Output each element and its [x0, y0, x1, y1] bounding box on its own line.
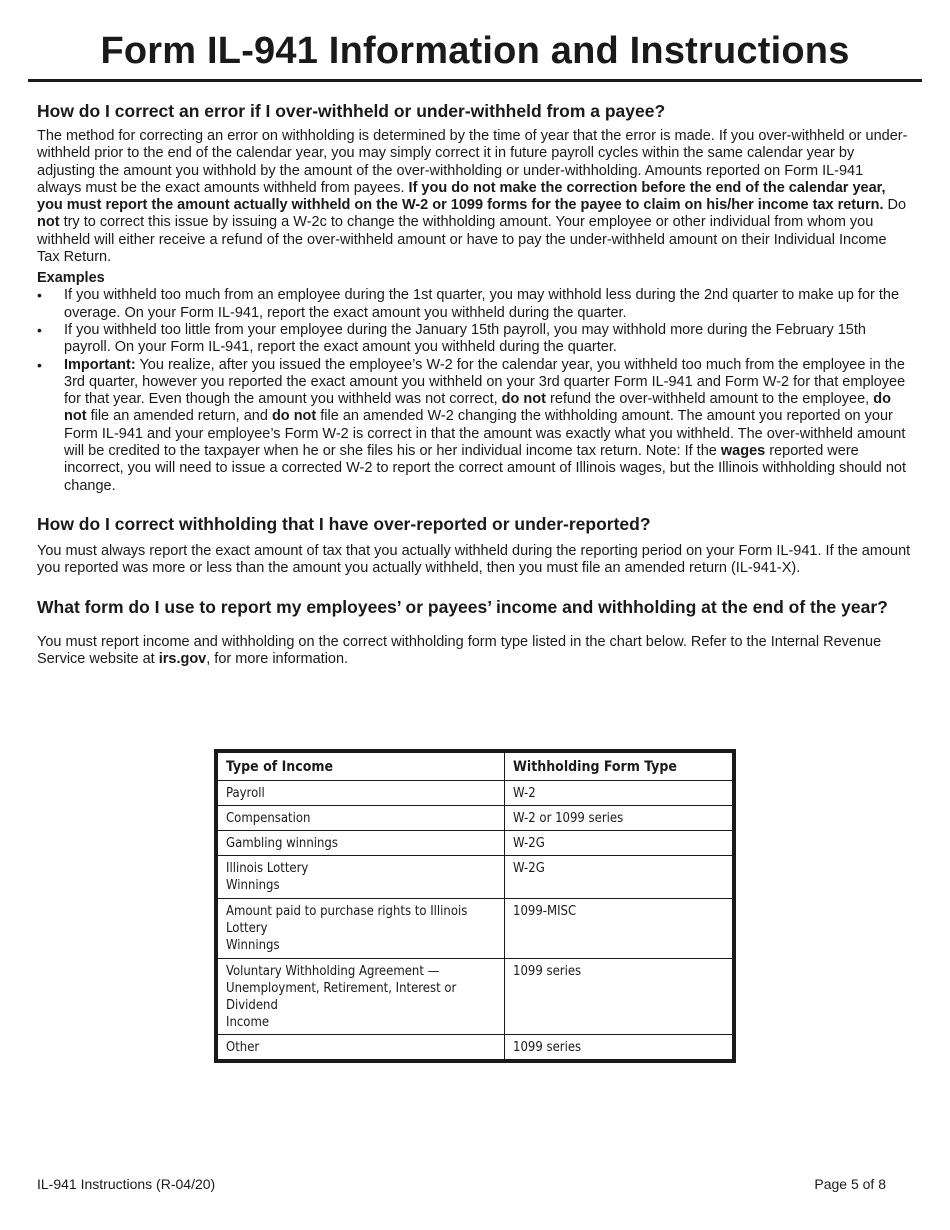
section3-paragraph	[37, 634, 911, 669]
section1-heading: How do I correct an error if I over-withheld or under-withheld from a payee?	[37, 101, 666, 121]
bullet-icon: •	[37, 321, 42, 338]
income-line: Amount paid to purchase rights to Illinois Lottery	[226, 904, 468, 936]
income-cell	[216, 899, 505, 959]
table-row	[216, 1035, 734, 1062]
section1-bold-b: If you do not make the correction before the end of the calendar year, you must report the amount actually withheld on the W-2 or 1099 forms for the payee to claim on his/her income tax return.	[37, 179, 886, 214]
section1-bold-d: not	[37, 214, 60, 231]
income-line: Illinois Lottery	[226, 861, 309, 876]
section1-paragraph	[37, 128, 911, 266]
example3-b1: do not	[501, 391, 546, 408]
header-withholding-form-type: Withholding Form Type	[505, 751, 735, 781]
example-item-2	[37, 322, 911, 357]
section1-text-c: Do	[883, 197, 907, 214]
content	[37, 100, 911, 668]
income-cell: Compensation	[216, 806, 505, 831]
form-cell: 1099 series	[505, 1035, 735, 1062]
income-cell	[216, 959, 505, 1035]
form-cell: 1099-MISC	[505, 899, 735, 959]
table-header-row	[216, 751, 734, 781]
example3-t3: file an amended return, and	[86, 408, 272, 425]
bullet-icon: •	[37, 356, 42, 373]
income-cell: Gambling winnings	[216, 831, 505, 856]
example3-t2: refund the over-withheld amount to the employee,	[545, 391, 874, 408]
example3-b2: do not	[64, 391, 891, 425]
example3-t5: reported were incorrect, you will need to issue a corrected W-2 to report the correct amount of Illinois wages, but the Illinois withholding should not change.	[64, 443, 906, 494]
example3-b3: do not	[271, 408, 317, 425]
income-cell: Payroll	[216, 781, 505, 806]
income-line: Income	[226, 1015, 270, 1030]
example3-t4: file an amended W-2 changing the withholding amount. The amount you reported on your Form IL-941 and your employee’s Form W-2 is correct in that the amount was exactly what you withheld. The over-withheld amount will be credited to the taxpayer when he or she files his or her individual income tax return. Note: If the	[64, 408, 906, 460]
irs-gov-link: irs.gov	[158, 650, 207, 667]
table-row	[216, 899, 734, 959]
title-rule	[28, 79, 922, 82]
section-year-end-forms	[37, 596, 911, 669]
table-row	[216, 806, 734, 831]
income-cell: Other	[216, 1035, 505, 1062]
income-cell	[216, 856, 505, 899]
footer-page-number: Page 5 of 8	[814, 1176, 886, 1192]
section3-text-b: , for more information.	[206, 650, 349, 667]
page-title: Form IL-941 Information and Instructions	[100, 30, 850, 72]
table-row	[216, 831, 734, 856]
footer-form-revision: IL-941 Instructions (R-04/20)	[37, 1176, 216, 1192]
example-item-3	[37, 357, 911, 495]
form-cell: 1099 series	[505, 959, 735, 1035]
table-row	[216, 856, 734, 899]
section1-text-a: The method for correcting an error on withholding is determined by the time of year that the error is made. If you over-withheld or under-withheld prior to the end of the calendar year, you may simply correct it in future payroll cycles within the same calendar year by adjusting the amount you withhold by the amount of the over-withholding or under-withholding. Amounts reported on Form IL-941 always must be the exact amounts withheld from payees.	[37, 128, 908, 196]
example3-t1: You realize, after you issued the employee’s W-2 for the calendar year, you withheld too much from the employee in the 3rd quarter, however you reported the exact amount you withheld on your 3rd quarter Form IL-941 and Form W-2 for that employee for that year. Even though the amount you withheld was not correct,	[64, 356, 906, 408]
section-error-correction	[37, 100, 911, 495]
section-reporting-correction	[37, 513, 911, 578]
income-line: Winnings	[226, 878, 280, 893]
bullet-icon: •	[37, 287, 42, 304]
section1-text-e: try to correct this issue by issuing a W-2c to change the withholding amount. Your employee or other individual from whom you withheld will either receive a refund of the over-withheld amount or have to pay the under-withheld amount on their Individual Income Tax Return.	[37, 214, 887, 266]
section2-heading: How do I correct withholding that I have over-reported or under-reported?	[37, 513, 651, 534]
form-cell: W-2G	[505, 856, 735, 899]
example-item-1	[37, 287, 911, 322]
header-type-of-income: Type of Income	[216, 751, 505, 781]
form-cell: W-2 or 1099 series	[505, 806, 735, 831]
example1-text: If you withheld too much from an employee during the 1st quarter, you may withhold less during the 2nd quarter to make up for the overage. On your Form IL-941, report the exact amount you withheld during the quarter.	[64, 287, 900, 321]
form-cell: W-2G	[505, 831, 735, 856]
table-row	[216, 781, 734, 806]
withholding-form-table	[214, 749, 736, 1063]
form-cell: W-2	[505, 781, 735, 806]
section2-paragraph: You must always report the exact amount of tax that you actually withheld during the reporting period on your Form IL-941. If the amount you reported was more or less than the amount you actually withheld, then you must file an amended return (IL-941-X).	[37, 542, 911, 577]
income-line: Winnings	[226, 938, 280, 953]
example2-text: If you withheld too little from your employee during the January 15th payroll, you may withhold more during the February 15th payroll. On your Form IL-941, report the exact amount you withheld during the quarter.	[64, 321, 866, 356]
example3-b4: wages	[720, 443, 766, 460]
income-line: Unemployment, Retirement, Interest or Dividend	[226, 981, 457, 1013]
income-line: Voluntary Withholding Agreement —	[226, 964, 440, 979]
section3-text-a: You must report income and withholding on the correct withholding form type listed in the chart below. Refer to the Internal Revenue Service website at	[37, 633, 882, 667]
section3-heading: What form do I use to report my employees’ or payees’ income and withholding at the end of the year?	[37, 596, 888, 617]
examples-list	[37, 287, 911, 495]
table-row	[216, 959, 734, 1035]
examples-heading: Examples	[37, 270, 105, 287]
example3-lead: Important:	[64, 356, 136, 373]
